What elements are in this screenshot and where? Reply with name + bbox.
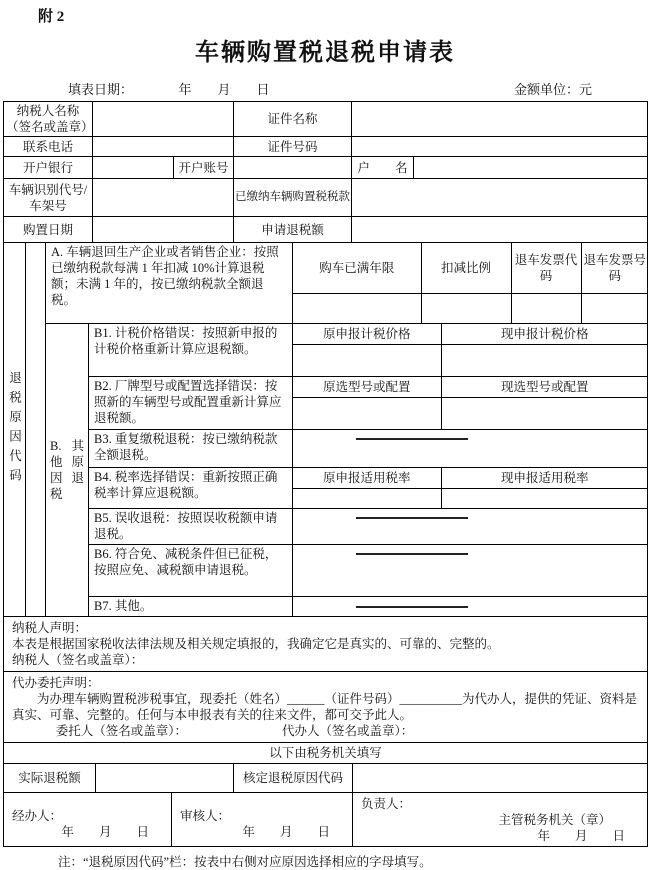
actual-refund-table [3, 763, 648, 793]
handler-date-label: 年 月 日 [61, 825, 149, 839]
return-invoice-code-header: 退车发票代码 [511, 243, 581, 293]
refund-reason-code-label: 退税原因代码 [4, 243, 26, 617]
item-b6-desc: B6. 符合免、减税条件但已征税，按照应免、减税额申请退税。 [89, 545, 293, 597]
item-b1-desc: B1. 计税价格错误：按照新申报的计税价格重新计算应退税额。 [89, 324, 293, 377]
taxpayer-name-field[interactable] [93, 102, 234, 137]
item-b1-grid [293, 324, 648, 377]
authority-seal-label: 主管税务机关（章） [498, 813, 611, 827]
blank-line [356, 606, 468, 608]
authority-signatures-table [3, 792, 648, 847]
return-invoice-no-header: 退车发票号码 [581, 243, 648, 293]
form-note: 注：“退税原因代码”栏：按表中右侧对应原因选择相应的字母填写。 [58, 855, 432, 869]
cert-name-label: 证件名称 [234, 102, 352, 137]
paid-tax-field[interactable] [352, 179, 648, 217]
account-no-field[interactable] [234, 157, 352, 179]
fill-date-label: 填表日期： 年 月 日 [68, 82, 270, 97]
cert-name-field[interactable] [352, 102, 648, 137]
handler-cell[interactable] [4, 793, 172, 847]
account-name-field[interactable] [414, 157, 648, 179]
tax-authority-section-title: 以下由税务机关填写 [4, 743, 648, 764]
b2-current-model-field[interactable] [441, 397, 648, 429]
vin-field[interactable] [93, 179, 234, 217]
agent-signature-label[interactable]: 代办人（签名或盖章）： [282, 724, 414, 738]
purchase-date-label: 购置日期 [4, 217, 93, 243]
form-title: 车辆购置税退税申请表 [195, 40, 455, 66]
b4-original-rate-header: 原申报适用税率 [293, 468, 441, 488]
taxpayer-declaration-body: 本表是根据国家税收法律法规及相关规定填报的，我确定它是真实的、可靠的、完整的。 [12, 637, 500, 651]
item-b3-field[interactable] [293, 430, 648, 468]
basic-info-table [3, 101, 648, 243]
item-b5-desc: B5. 误收退税：按照误收税额申请退税。 [89, 509, 293, 545]
principal-signature-label[interactable]: 委托人（签名或盖章）： [55, 724, 188, 738]
b2-original-model-header: 原选型号或配置 [293, 377, 441, 397]
agent-declaration-body: 为办理车辆购置税涉税事宜，现委托（姓名）______（证件号码）__________为代办人，提供的凭证、资料是真实、可靠、完整的。任何与本申报表有关的往来文件，都可交予此人。 [12, 692, 638, 722]
manager-date-label: 年 月 日 [537, 829, 625, 843]
phone-field[interactable] [93, 137, 234, 157]
reviewer-cell[interactable] [172, 793, 353, 847]
b4-current-rate-field[interactable] [441, 488, 648, 508]
vin-label: 车辆识别代号/车架号 [4, 179, 93, 217]
bank-field[interactable] [93, 157, 174, 179]
refund-reason-table [3, 242, 648, 617]
handler-label: 经办人： [12, 809, 63, 823]
account-no-label: 开户账号 [174, 157, 234, 179]
section-a-grid [293, 243, 648, 324]
item-b7-desc: B7. 其他。 [89, 597, 293, 617]
years-owned-field[interactable] [293, 293, 421, 323]
refund-amount-label: 申请退税额 [234, 217, 352, 243]
amount-unit-label: 金额单位：元 [513, 82, 592, 97]
paid-tax-label: 已缴纳车辆购置税税款 [234, 179, 352, 217]
taxpayer-name-label: 纳税人名称（签名或盖章） [4, 102, 93, 137]
account-name-label: 户 名 [352, 157, 414, 179]
b4-original-rate-field[interactable] [293, 488, 441, 508]
item-b5-field[interactable] [293, 509, 648, 545]
verified-reason-code-field[interactable] [353, 764, 648, 793]
actual-refund-field[interactable] [96, 764, 234, 793]
blank-line [356, 517, 468, 519]
agent-declaration-title: 代办委托声明： [12, 676, 100, 690]
b2-current-model-header: 现选型号或配置 [441, 377, 648, 397]
phone-label: 联系电话 [4, 137, 93, 157]
verified-reason-code-label: 核定退税原因代码 [234, 764, 353, 793]
blank-line [356, 438, 468, 440]
taxpayer-declaration-title: 纳税人声明： [12, 621, 88, 635]
cert-no-label: 证件号码 [234, 137, 352, 157]
b1-original-price-field[interactable] [293, 344, 441, 376]
section-b-label: B. 其他原因退税 [46, 324, 89, 617]
return-invoice-code-field[interactable] [511, 293, 581, 323]
b4-current-rate-header: 现申报适用税率 [441, 468, 648, 488]
manager-cell[interactable] [353, 793, 648, 847]
purchase-date-field[interactable] [93, 217, 234, 243]
item-b3-desc: B3. 重复缴税退税：按已缴纳税款全额退税。 [89, 430, 293, 468]
years-owned-header: 购车已满年限 [293, 243, 421, 293]
attachment-label: 附 2 [38, 9, 65, 25]
b1-current-price-field[interactable] [441, 344, 648, 376]
reviewer-label: 审核人： [180, 809, 231, 823]
item-b4-grid [293, 468, 648, 509]
b2-original-model-field[interactable] [293, 397, 441, 429]
return-invoice-no-field[interactable] [581, 293, 648, 323]
form-meta-row [0, 67, 650, 101]
item-b6-field[interactable] [293, 545, 648, 597]
item-b2-desc: B2. 厂牌型号或配置选择错误：按照新的车辆型号或配置重新计算应退税额。 [89, 377, 293, 430]
taxpayer-signature-label[interactable]: 纳税人（签名或盖章）： [12, 653, 144, 667]
refund-reason-code-field[interactable] [26, 243, 46, 617]
reviewer-date-label: 年 月 日 [242, 825, 330, 839]
refund-amount-field[interactable] [352, 217, 648, 243]
actual-refund-label: 实际退税额 [4, 764, 96, 793]
b1-current-price-header: 现申报计税价格 [441, 324, 648, 344]
cert-no-field[interactable] [352, 137, 648, 157]
agent-declaration [4, 672, 648, 743]
deduction-ratio-field[interactable] [421, 293, 511, 323]
item-b2-grid [293, 377, 648, 430]
item-b7-field[interactable] [293, 597, 648, 617]
bank-label: 开户银行 [4, 157, 93, 179]
section-a-desc: A. 车辆退回生产企业或者销售企业：按照已缴纳税款每满 1 年扣减 10%计算退税额；未满 1 年的，按已缴纳税款全额退税。 [46, 243, 293, 324]
taxpayer-declaration [4, 617, 648, 672]
manager-label: 负责人： [361, 797, 412, 811]
b1-original-price-header: 原申报计税价格 [293, 324, 441, 344]
blank-line [356, 553, 468, 555]
item-b4-desc: B4. 税率选择错误：重新按照正确税率计算应退税额。 [89, 468, 293, 509]
declarations-table [3, 616, 648, 764]
deduction-ratio-header: 扣减比例 [421, 243, 511, 293]
